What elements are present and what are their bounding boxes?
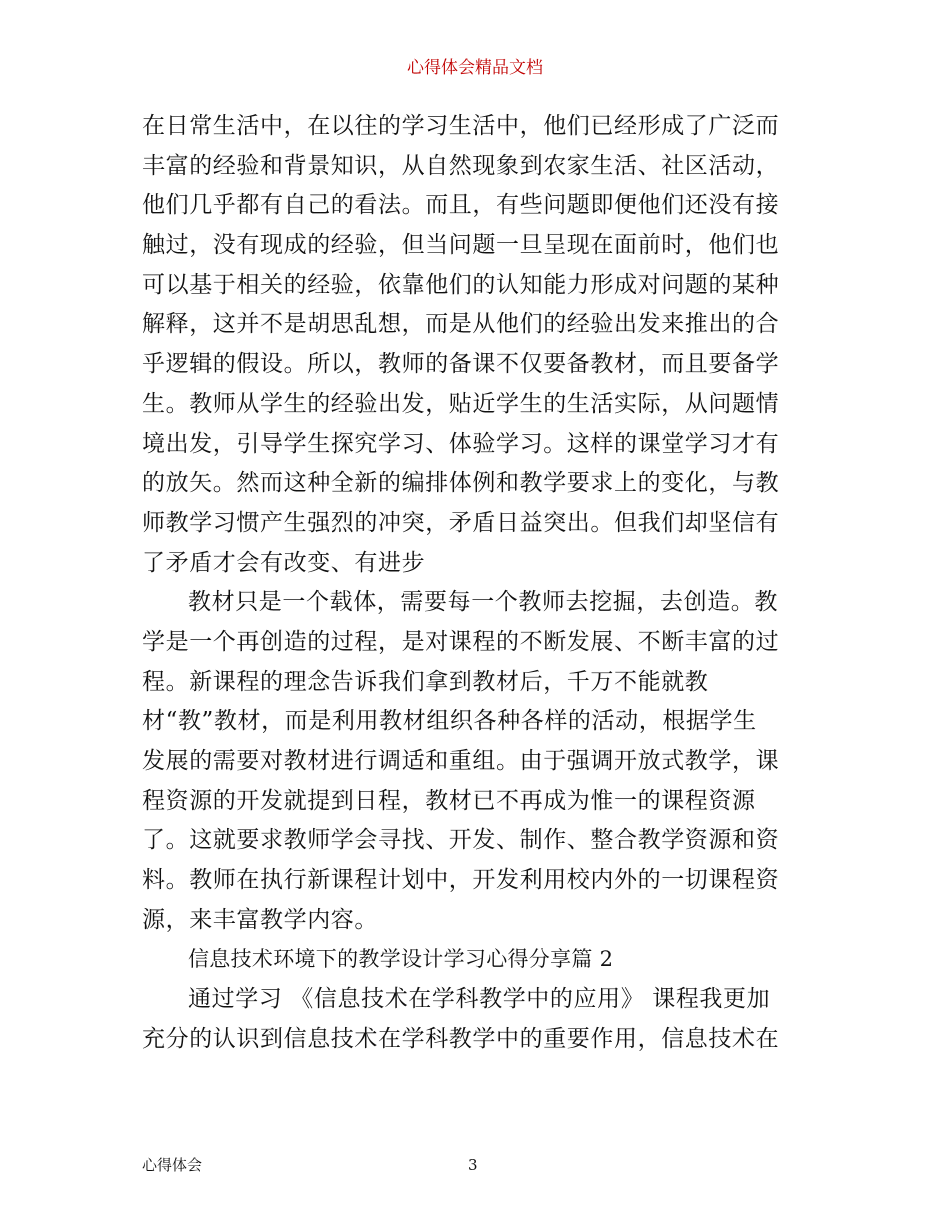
text-line: 料。教师在执行新课程计划中，开发利用校内外的一切课程资 <box>142 867 780 894</box>
paragraph-first-line: 通过学习 《信息技术在学科教学中的应用》 课程我更加 <box>188 986 771 1013</box>
text-line: 可以基于相关的经验，依靠他们的认知能力形成对问题的某种 <box>142 271 780 298</box>
text-line: 充分的认识到信息技术在学科教学中的重要作用，信息技术在 <box>142 1025 780 1052</box>
text-line: 发展的需要对教材进行调适和重组。由于强调开放式教学，课 <box>142 748 780 774</box>
text-line: 触过，没有现成的经验，但当问题一旦呈现在面前时，他们也 <box>142 232 780 259</box>
text-line: 程资源的开发就提到日程，教材已不再成为惟一的课程资源 <box>142 787 756 814</box>
text-line: 材“教”教材，而是利用教材组织各种各样的活动，根据学生 <box>142 708 757 735</box>
text-line: 了。这就要求教师学会寻找、开发、制作、整合教学资源和资 <box>142 827 780 854</box>
text-line: 境出发，引导学生探究学习、体验学习。这样的课堂学习才有 <box>142 430 780 457</box>
text-line: 乎逻辑的假设。所以，教师的备课不仅要备教材，而且要备学 <box>142 351 780 378</box>
footer-label: 心得体会 <box>142 1156 203 1174</box>
document-body <box>142 107 822 1060</box>
text-line: 解释，这并不是胡思乱想，而是从他们的经验出发来推出的合 <box>142 311 780 338</box>
page-number: 3 <box>468 1156 478 1174</box>
text-line: 学是一个再创造的过程，是对课程的不断发展、不断丰富的过 <box>142 628 780 655</box>
section-heading: 信息技术环境下的教学设计学习心得分享篇 2 <box>188 947 614 972</box>
text-line: 师教学习惯产生强烈的冲突，矛盾日益突出。但我们却坚信有 <box>142 509 780 536</box>
text-line: 生。教师从学生的经验出发，贴近学生的生活实际，从问题情 <box>142 390 780 417</box>
paragraph-first-line: 教材只是一个载体，需要每一个教师去挖掘，去创造。教 <box>188 589 778 616</box>
text-line: 的放矢。然而这种全新的编排体例和教学要求上的变化，与教 <box>142 470 780 497</box>
document-header-title: 心得体会精品文档 <box>407 58 543 78</box>
text-line: 在日常生活中，在以往的学习生活中，他们已经形成了广泛而 <box>142 113 780 139</box>
text-line: 丰富的经验和背景知识，从自然现象到农家生活、社区活动， <box>142 152 780 179</box>
text-line: 了矛盾才会有改变、有进步 <box>142 549 426 576</box>
text-line: 程。新课程的理念告诉我们拿到教材后，千万不能就教 <box>142 668 709 695</box>
text-line: 源，来丰富教学内容。 <box>142 906 378 933</box>
text-line: 他们几乎都有自己的看法。而且，有些问题即便他们还没有接 <box>142 192 780 219</box>
